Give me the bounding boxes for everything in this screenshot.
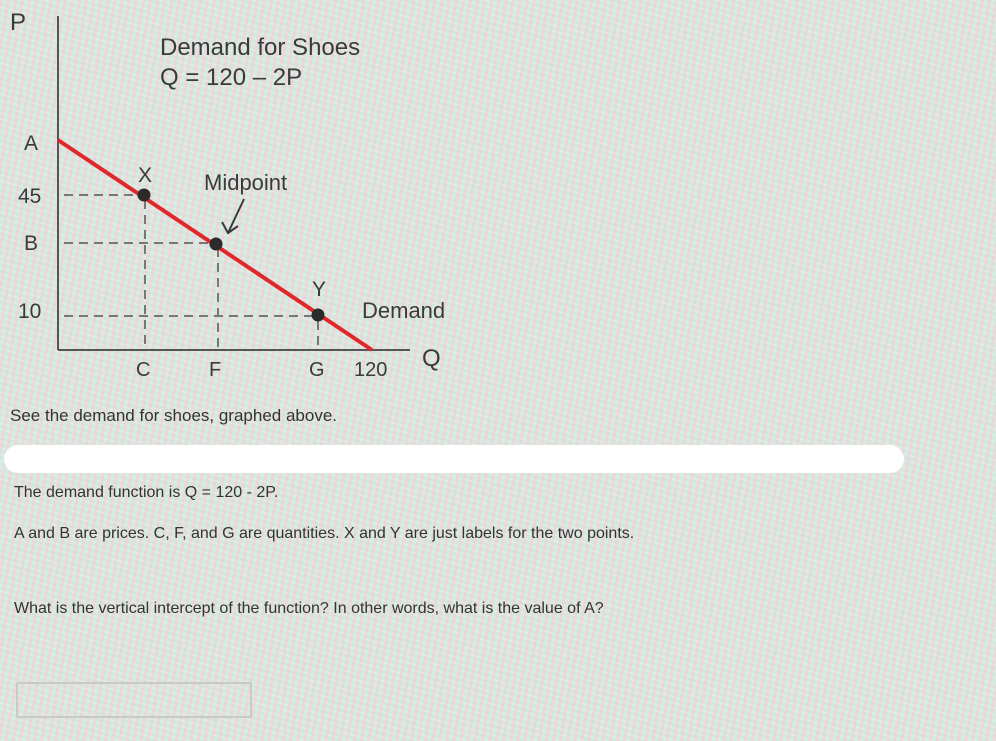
x-axis-label: Q	[422, 345, 441, 372]
midpoint-arrow-icon	[222, 199, 244, 233]
point-midpoint	[210, 238, 223, 251]
x-tick-g: G	[309, 359, 325, 381]
midpoint-label: Midpoint	[204, 170, 288, 195]
y-tick-10: 10	[18, 300, 42, 323]
question-text: What is the vertical intercept of the function? In other words, what is the value of A?	[14, 600, 604, 617]
y-axis-label: P	[10, 9, 27, 36]
graph-title: Demand for Shoes	[160, 34, 361, 61]
point-y	[312, 309, 325, 322]
y-tick-45: 45	[18, 185, 42, 208]
x-tick-f: F	[209, 359, 222, 381]
x-tick-c: C	[136, 359, 151, 381]
point-x	[138, 189, 151, 202]
y-tick-a: A	[24, 132, 39, 155]
definitions-text: A and B are prices. C, F, and G are quantities. X and Y are just labels for the two points.	[14, 525, 635, 542]
answer-input[interactable]	[16, 682, 252, 718]
y-tick-b: B	[24, 232, 39, 255]
graph-caption: See the demand for shoes, graphed above.	[10, 406, 338, 425]
point-x-label: X	[138, 164, 153, 187]
divider-bar	[4, 445, 904, 473]
point-y-label: Y	[312, 278, 327, 301]
demand-function-text: The demand function is Q = 120 - 2P.	[14, 484, 279, 501]
x-tick-120: 120	[354, 359, 388, 381]
graph-equation: Q = 120 – 2P	[160, 64, 303, 91]
demand-curve-label: Demand	[362, 298, 446, 323]
